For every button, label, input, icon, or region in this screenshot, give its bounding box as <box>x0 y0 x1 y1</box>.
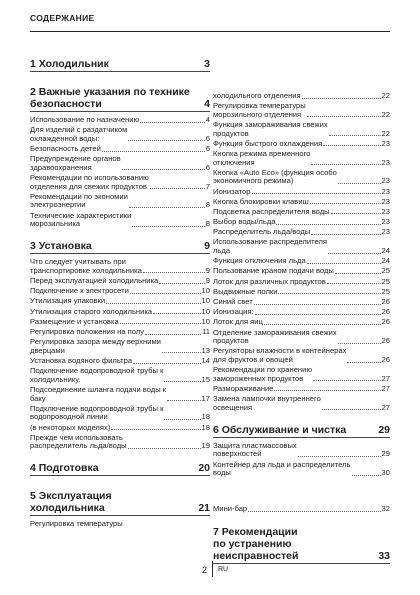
page-ref: 4 <box>204 98 210 110</box>
dot-leader <box>255 314 381 315</box>
dot-leader <box>278 293 380 294</box>
spacer <box>213 414 390 424</box>
page-ref: 22 <box>381 109 390 119</box>
entry-title: Установка водяного фильтра <box>30 355 133 365</box>
section-title: 2 Важные указания по технике безопасности <box>30 86 190 110</box>
entry-title: Технические характеристики морозильника <box>30 210 132 229</box>
page-ref: 14 <box>201 355 210 365</box>
toc-entry[interactable] <box>213 218 390 227</box>
entry-title: Контейнер для льда и распределитель воды <box>213 459 351 478</box>
spacer <box>213 516 390 526</box>
page-ref: 26 <box>381 296 390 306</box>
page-ref: 23 <box>381 176 390 186</box>
entry-title: Синий свет <box>213 296 253 306</box>
page-ref: 6 <box>205 143 210 153</box>
language-code: RU <box>218 566 229 573</box>
entry-title: Подключение к электросети <box>30 286 129 296</box>
toc-entry[interactable] <box>30 328 210 337</box>
dot-leader <box>153 313 200 314</box>
toc-entry[interactable] <box>30 434 210 451</box>
dot-leader <box>331 213 381 214</box>
spacer <box>30 76 210 86</box>
dot-leader <box>347 362 380 363</box>
toc-entry[interactable] <box>30 308 210 317</box>
entry-title: Подсоединение шланга подачи воды к баку <box>30 384 167 403</box>
spacer <box>30 230 210 240</box>
page-ref: 23 <box>381 138 390 148</box>
entry-title: Рекомендации по использованию отделения для свежих продуктов <box>30 172 149 191</box>
section-title: 1 Холодильник <box>30 58 109 70</box>
toc-entry[interactable] <box>30 357 210 366</box>
toc-entry[interactable] <box>213 318 390 327</box>
toc-entry[interactable] <box>30 193 210 210</box>
page-ref: 23 <box>381 186 390 196</box>
dot-leader <box>276 224 380 225</box>
toc-section-heading[interactable] <box>30 58 210 72</box>
page-ref: 26 <box>381 354 390 364</box>
page-ref: 6 <box>205 162 210 172</box>
dot-leader <box>338 183 381 184</box>
dot-leader <box>329 135 381 136</box>
toc-entry[interactable] <box>213 288 390 297</box>
page-ref: 27 <box>381 383 390 393</box>
toc-entry[interactable] <box>30 424 210 433</box>
toc-section-heading[interactable] <box>30 86 210 112</box>
toc-left-column <box>30 58 210 531</box>
page-ref: 19 <box>201 441 210 451</box>
toc-section-heading[interactable] <box>30 240 210 254</box>
page-ref: 33 <box>378 549 390 562</box>
dot-leader <box>335 273 381 274</box>
page-ref: 18 <box>201 412 210 422</box>
page-ref: 7 <box>205 181 210 191</box>
toc-entry[interactable] <box>30 338 210 355</box>
dot-leader <box>328 253 381 254</box>
dot-leader <box>140 122 205 123</box>
toc-entry[interactable] <box>213 366 390 383</box>
entry-title: (в некоторых моделях) <box>30 422 111 432</box>
toc-entry[interactable] <box>213 395 390 412</box>
page-ref: 30 <box>381 468 390 478</box>
dot-leader <box>167 400 200 401</box>
page-ref: 10 <box>201 296 210 306</box>
footer-divider <box>212 561 213 577</box>
dot-leader <box>254 304 381 305</box>
page-ref: 8 <box>205 200 210 210</box>
section-title: 6 Обслуживание и чистка <box>213 423 347 436</box>
toc-entry[interactable] <box>213 188 390 197</box>
entry-title: Регулировка положения на полу <box>30 327 145 336</box>
toc-entry[interactable] <box>213 102 390 119</box>
entry-title: Мини-бар <box>213 504 248 514</box>
page-ref: 4 <box>205 115 210 124</box>
dot-leader <box>164 381 200 382</box>
toc-entry[interactable] <box>213 140 390 149</box>
page-ref: 15 <box>201 374 210 384</box>
dot-leader <box>310 203 381 204</box>
entry-title: Распределитель льда/воды <box>213 227 311 237</box>
dot-leader <box>264 324 381 325</box>
toc-entry[interactable] <box>213 329 390 346</box>
page-ref: 13 <box>201 345 210 355</box>
toc-entry[interactable] <box>213 505 390 514</box>
page-ref: 27 <box>381 373 390 383</box>
dot-leader <box>338 343 381 344</box>
entry-title: Регуляторы влажности в контейнерах для фруктов и овощей <box>213 346 347 364</box>
entry-title: Перед эксплуатацией холодильника <box>30 276 159 286</box>
toc-entry[interactable] <box>213 347 390 364</box>
entry-title: Пользование краном подачи воды <box>213 266 334 276</box>
page-ref: 23 <box>381 217 390 227</box>
entry-title: Что следует учитывать при транспортировке холодильника <box>30 257 142 275</box>
page-ref: 6 <box>205 133 210 143</box>
entry-title: Предупреждение органов здравоохранения <box>30 154 121 172</box>
dot-leader <box>128 448 201 449</box>
toc-section-heading[interactable] <box>213 424 390 438</box>
dot-leader <box>307 116 381 117</box>
spacer <box>213 479 390 505</box>
entry-title: Регулировка температуры <box>30 519 123 529</box>
dot-leader <box>130 293 201 294</box>
toc-entry[interactable] <box>213 442 390 459</box>
page-ref: 26 <box>381 317 390 327</box>
page-ref: 9 <box>204 240 210 253</box>
page-ref: 23 <box>381 196 390 206</box>
spacer <box>30 452 210 462</box>
page-ref: 32 <box>381 504 390 514</box>
toc-entry[interactable] <box>30 297 210 306</box>
toc-entry[interactable] <box>213 169 390 186</box>
entry-title: Кнопка «Auto Eco» (функция особо экономичного режима) <box>213 167 337 186</box>
entry-title: Подсветка распределителя воды <box>213 206 330 216</box>
page-ref: 8 <box>205 219 210 229</box>
dot-leader <box>106 303 200 304</box>
toc-entry[interactable] <box>213 308 390 317</box>
header-rule <box>30 31 390 32</box>
page-ref: 22 <box>381 128 390 138</box>
entry-title: Использование распределителя льда <box>213 237 327 256</box>
dot-leader <box>164 419 200 420</box>
entry-title: Подключение водопроводной трубы к холодильнику. <box>30 366 164 384</box>
toc-entry[interactable] <box>213 267 390 276</box>
section-title: 7 Рекомендации по устранению неисправностей <box>213 525 299 562</box>
entry-title: Размещение и установка <box>30 316 119 326</box>
dot-leader <box>311 164 380 165</box>
entry-title: Регулировка температуры морозильного отделения <box>213 101 306 119</box>
page-ref: 23 <box>381 227 390 237</box>
toc-entry[interactable] <box>30 212 210 229</box>
dot-leader <box>120 323 201 324</box>
dot-leader <box>252 193 381 194</box>
entry-title: Лоток для яиц <box>213 317 263 327</box>
page-ref: 23 <box>381 206 390 216</box>
toc-entry[interactable] <box>30 318 210 327</box>
dot-leader <box>143 272 205 273</box>
page-ref: 26 <box>381 307 390 317</box>
section-title: 4 Подготовка <box>30 462 99 475</box>
page-ref: 17 <box>201 393 210 403</box>
page-ref: 10 <box>201 316 210 326</box>
entry-title: Выдвижные полки <box>213 286 278 296</box>
toc-entry[interactable] <box>213 92 390 101</box>
entry-title: Подключение водопроводной трубы к водопроводной линии <box>30 403 164 422</box>
dot-leader <box>111 429 200 430</box>
dot-leader <box>298 456 381 457</box>
page-ref: 22 <box>381 91 390 100</box>
entry-title: Защита пластмассовых поверхностей <box>213 440 297 459</box>
toc-entry[interactable] <box>30 277 210 286</box>
toc-entry[interactable] <box>30 174 210 191</box>
page-ref: 9 <box>205 276 210 286</box>
page-ref: 10 <box>201 286 210 296</box>
dot-leader <box>352 475 381 476</box>
toc-entry[interactable] <box>30 405 210 422</box>
toc-entry[interactable] <box>213 461 390 478</box>
page-ref: 10 <box>201 306 210 316</box>
entry-title: Ионизация: <box>213 307 254 317</box>
entry-title: Ионизатор <box>213 186 251 196</box>
toc-entry[interactable] <box>30 116 210 125</box>
dot-leader <box>327 283 381 284</box>
dot-leader <box>102 151 205 152</box>
toc-entry[interactable] <box>213 385 390 394</box>
dot-leader <box>322 409 381 410</box>
dot-leader <box>302 98 381 99</box>
page-ref: 29 <box>381 449 390 459</box>
page-title: СОДЕРЖАНИЕ <box>30 13 95 23</box>
dot-leader <box>323 145 380 146</box>
page-ref: 23 <box>381 157 390 167</box>
entry-title: Рекомендации по хранению замороженных продуктов <box>213 365 313 383</box>
toc-entry[interactable] <box>30 287 210 296</box>
section-title: 5 Эксплуатация холодильника <box>30 490 112 515</box>
toc-entry[interactable] <box>213 257 390 266</box>
toc-section-heading[interactable] <box>213 526 390 564</box>
page-ref: 29 <box>378 423 390 436</box>
entry-title: Функция замораживания свежих продуктов <box>213 119 328 138</box>
entry-title: Размораживание <box>213 383 274 393</box>
toc-entry[interactable] <box>30 258 210 275</box>
entry-title: Функция быстрого охлаждения <box>213 138 323 148</box>
toc-entry[interactable] <box>30 126 210 143</box>
entry-title: Использование по назначению <box>30 115 140 124</box>
dot-leader <box>129 207 205 208</box>
dot-leader <box>150 188 205 189</box>
entry-title: Лоток для различных продуктов <box>213 276 326 286</box>
page-ref: 18 <box>201 422 210 432</box>
page-ref: 21 <box>198 502 210 515</box>
dot-leader <box>313 380 380 381</box>
entry-title: Кнопка блокировки клавиш <box>213 196 309 206</box>
toc-entry[interactable] <box>213 298 390 307</box>
toc-entry[interactable] <box>30 520 210 529</box>
entry-title: Кнопка режима временного отключения <box>213 148 311 167</box>
toc-entry[interactable] <box>213 238 390 255</box>
toc-entry[interactable] <box>30 145 210 154</box>
page-ref: 11 <box>202 327 210 336</box>
spacer <box>30 480 210 490</box>
dot-leader <box>128 140 204 141</box>
entry-title: Прежде чем использовать распределитель льда/воды <box>30 432 127 451</box>
toc-entry[interactable] <box>213 208 390 217</box>
toc-section-heading[interactable] <box>30 490 210 516</box>
dot-leader <box>122 169 205 170</box>
page-ref: 9 <box>205 265 210 275</box>
toc-entry[interactable] <box>30 367 210 384</box>
page-ref: 27 <box>381 402 390 412</box>
toc-entry[interactable] <box>213 150 390 167</box>
dot-leader <box>307 263 381 264</box>
entry-title: Рекомендации по экономии электроэнергии <box>30 191 128 210</box>
dot-leader <box>274 390 380 391</box>
toc-entry[interactable] <box>213 198 390 207</box>
dot-leader <box>311 234 380 235</box>
entry-title: Утилизация упаковки <box>30 296 106 306</box>
dot-leader <box>248 511 380 512</box>
toc-entry[interactable] <box>213 228 390 237</box>
entry-title: Отделение замораживания свежих продуктов <box>213 327 337 346</box>
page-ref: 24 <box>381 246 390 256</box>
dot-leader <box>145 334 201 335</box>
page-ref: 3 <box>204 58 210 70</box>
page-ref: 26 <box>381 336 390 346</box>
entry-title: Для изделий с раздатчиком охлажденной воды: <box>30 125 128 143</box>
section-title: 3 Установка <box>30 240 92 253</box>
dot-leader <box>133 363 200 364</box>
page-ref: 25 <box>381 266 390 276</box>
toc-section-heading[interactable] <box>30 462 210 476</box>
toc-entry[interactable] <box>30 155 210 172</box>
page-ref: 20 <box>198 462 210 475</box>
toc-entry[interactable] <box>213 121 390 138</box>
page-ref: 25 <box>381 286 390 296</box>
dot-leader <box>162 352 201 353</box>
entry-title: Выбор воды/льда <box>213 217 276 227</box>
dot-leader <box>159 283 205 284</box>
entry-title: Утилизация старого холодильника <box>30 306 153 316</box>
toc-entry[interactable] <box>30 386 210 403</box>
entry-title: холодильного отделения <box>213 91 301 100</box>
entry-title: Безопасность детей <box>30 143 101 153</box>
entry-title: Замена лампочки внутреннего освещения <box>213 394 321 412</box>
page-number: 2 <box>202 565 208 575</box>
page-ref: 25 <box>381 276 390 286</box>
toc-right-column <box>213 92 390 568</box>
entry-title: Функция отключения льда <box>213 256 306 266</box>
dot-leader <box>132 226 204 227</box>
entry-title: Регулировка зазора между верхними дверцами <box>30 337 161 355</box>
page-ref: 24 <box>381 256 390 266</box>
toc-entry[interactable] <box>213 278 390 287</box>
